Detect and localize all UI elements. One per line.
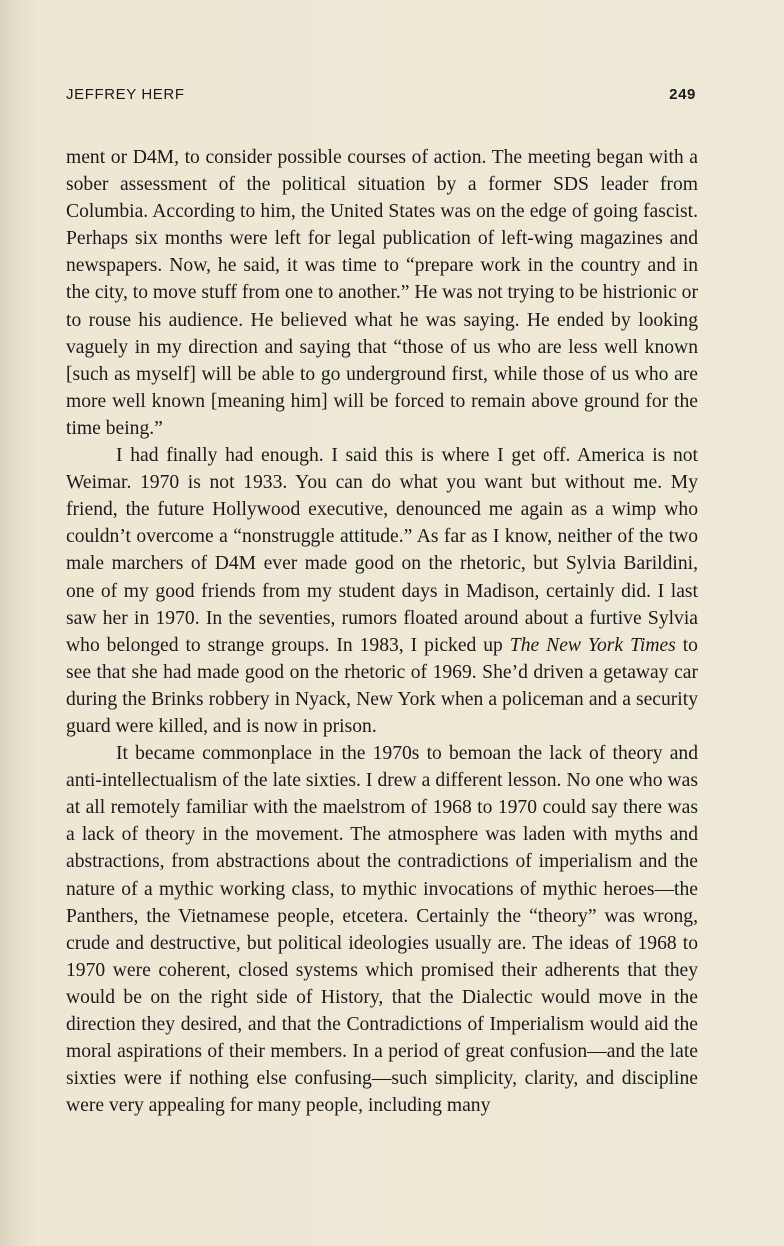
body-text xyxy=(66,144,698,1119)
paragraph-theory: It became commonplace in the 1970s to bemoan the lack of theory and anti-intellectualism of the late sixties. I drew a different lesson. No one who was at all remotely familiar with the maelstrom of 1968 to 1970 could say there was a lack of theory in the movement. The atmosphere was laden with myths and abstractions, from abstractions about the contradictions of imperialism and the nature of a mythic working class, to mythic invocations of mythic heroes—the Panthers, the Vietnamese people, etcetera. Certainly the “theory” was wrong, crude and destructive, but political ideologies usually are. The ideas of 1968 to 1970 were coherent, closed systems which promised their adherents that they would be on the right side of History, that the Dialectic would move in the direction they desired, and that the Contradictions of Imperialism would aid the moral aspirations of their members. In a period of great confusion—and the late sixties were if nothing else confusing—such simplicity, clarity, and discipline were very appealing for many people, including many xyxy=(66,743,698,1117)
running-head xyxy=(66,86,696,108)
running-head-author: JEFFREY HERF xyxy=(66,86,185,103)
paragraph-sylvia-text-2: to see that she had made good on the rhetoric of 1969. She’d driven a getaway car during the Brinks robbery in Nyack, New York when a policeman and a security guard were killed, and is now in prison. xyxy=(66,634,698,737)
paragraph-continuation: ment or D4M, to consider possible courses of action. The meeting began with a sober assessment of the political situation by a former SDS leader from Columbia. According to him, the United States was on the edge of going fascist. Perhaps six months were left for legal publication of left-wing magazines and newspapers. Now, he said, it was time to “prepare work in the country and in the city, to move stuff from one to another.” He was not trying to be histrionic or to rouse his audience. He believed what he was saying. He ended by looking vaguely in my direction and saying that “those of us who are less well known [such as myself] will be able to go underground first, while those of us who are more well known [meaning him] will be forced to remain above ground for the time being.” xyxy=(66,147,698,439)
newspaper-title: The New York Times xyxy=(509,634,676,656)
paragraph-sylvia-text-1: I had finally had enough. I said this is where I get off. America is not Weimar. 1970 is not 1933. You can do what you want but without me. My friend, the future Hollywood executive, denounced me again as a wimp who couldn’t overcome a “nonstruggle attitude.” As far as I know, neither of the two male marchers of D4M ever made good on the rhetoric, but Sylvia Barildini, one of my good friends from my student days in Madison, certainly did. I last saw her in 1970. In the seventies, rumors floated around about a furtive Sylvia who belonged to strange groups. In 1983, I picked up xyxy=(66,445,698,656)
paragraph-sylvia xyxy=(66,442,698,740)
page-number: 249 xyxy=(669,86,696,103)
